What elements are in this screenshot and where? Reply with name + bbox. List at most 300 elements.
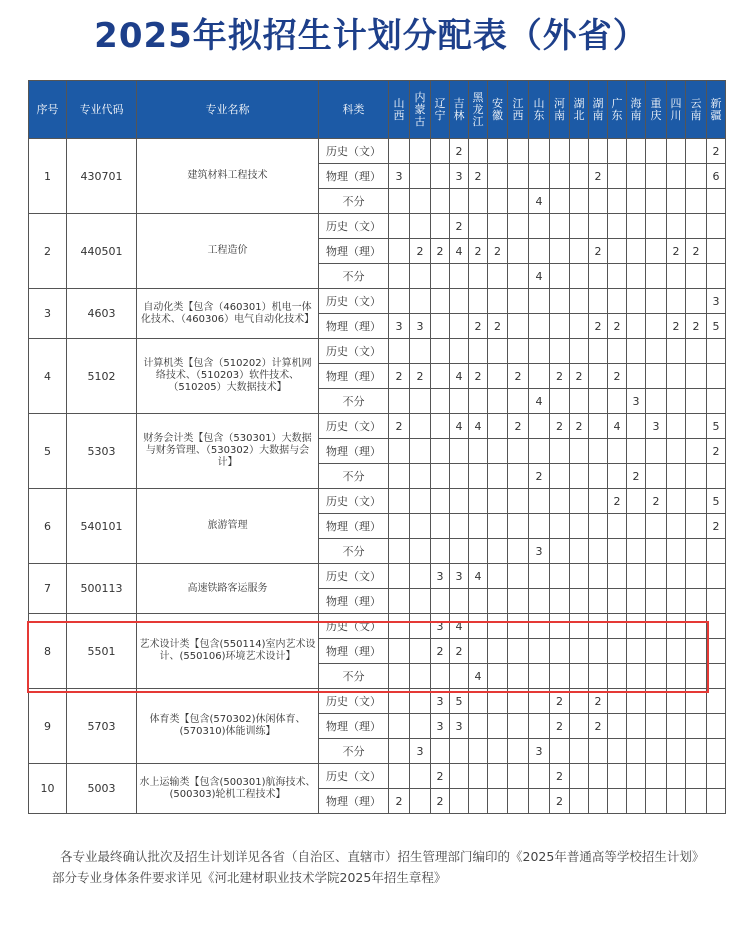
quota-cell	[508, 439, 529, 464]
quota-cell	[686, 664, 707, 689]
quota-cell	[410, 214, 431, 239]
subject-cell: 历史（文）	[319, 489, 389, 514]
quota-cell: 5	[707, 489, 726, 514]
quota-cell	[570, 164, 589, 189]
header-province	[529, 81, 550, 139]
table-row	[29, 614, 726, 639]
quota-cell: 3	[389, 164, 410, 189]
quota-cell	[627, 139, 646, 164]
name-cell: 旅游管理	[137, 489, 319, 564]
quota-cell	[550, 439, 570, 464]
quota-cell	[389, 539, 410, 564]
quota-cell	[488, 539, 508, 564]
table-row	[29, 414, 726, 439]
quota-cell: 4	[469, 564, 488, 589]
quota-cell	[431, 414, 450, 439]
quota-cell	[646, 389, 667, 414]
quota-cell: 2	[707, 139, 726, 164]
quota-cell	[469, 289, 488, 314]
quota-cell	[646, 164, 667, 189]
quota-cell	[707, 639, 726, 664]
quota-cell	[550, 189, 570, 214]
quota-cell	[707, 389, 726, 414]
quota-cell: 3	[431, 689, 450, 714]
quota-cell	[431, 739, 450, 764]
quota-cell	[450, 489, 469, 514]
quota-cell	[707, 614, 726, 639]
header-province	[686, 81, 707, 139]
header-province	[608, 81, 627, 139]
header-province-label: 湖南	[592, 96, 604, 122]
header-province-label: 湖北	[573, 96, 585, 122]
quota-cell	[589, 139, 608, 164]
subject-cell: 不分	[319, 539, 389, 564]
code-cell: 5102	[67, 339, 137, 414]
quota-cell	[667, 689, 686, 714]
subject-cell: 不分	[319, 664, 389, 689]
quota-cell	[667, 139, 686, 164]
quota-cell: 4	[608, 414, 627, 439]
quota-cell: 2	[686, 314, 707, 339]
quota-cell	[508, 464, 529, 489]
quota-cell	[469, 489, 488, 514]
quota-cell	[508, 764, 529, 789]
quota-cell: 2	[667, 239, 686, 264]
quota-cell	[627, 789, 646, 814]
quota-cell	[550, 239, 570, 264]
quota-cell	[667, 564, 686, 589]
quota-cell	[450, 289, 469, 314]
quota-cell: 2	[589, 164, 608, 189]
index-cell: 5	[29, 414, 67, 489]
quota-cell	[469, 689, 488, 714]
header-province	[707, 81, 726, 139]
quota-cell: 2	[469, 164, 488, 189]
quota-cell	[646, 464, 667, 489]
quota-cell: 6	[707, 164, 726, 189]
quota-cell	[570, 464, 589, 489]
subject-cell: 不分	[319, 739, 389, 764]
quota-cell	[389, 764, 410, 789]
quota-cell	[488, 714, 508, 739]
quota-cell	[667, 414, 686, 439]
quota-cell	[488, 264, 508, 289]
quota-cell	[667, 439, 686, 464]
quota-cell	[686, 439, 707, 464]
quota-cell	[488, 364, 508, 389]
quota-cell	[646, 714, 667, 739]
quota-cell	[469, 264, 488, 289]
quota-cell	[589, 764, 608, 789]
quota-cell	[707, 664, 726, 689]
quota-cell	[589, 564, 608, 589]
quota-cell	[431, 439, 450, 464]
quota-cell	[627, 164, 646, 189]
quota-cell: 3	[389, 314, 410, 339]
quota-cell	[608, 789, 627, 814]
quota-cell	[589, 639, 608, 664]
quota-cell	[570, 264, 589, 289]
quota-cell	[686, 464, 707, 489]
quota-cell	[686, 264, 707, 289]
quota-cell	[570, 639, 589, 664]
quota-cell: 4	[469, 414, 488, 439]
quota-cell	[431, 164, 450, 189]
quota-cell	[627, 589, 646, 614]
quota-cell: 2	[469, 239, 488, 264]
quota-cell	[488, 764, 508, 789]
name-cell: 高速铁路客运服务	[137, 564, 319, 614]
quota-cell	[589, 539, 608, 564]
quota-cell: 5	[450, 689, 469, 714]
quota-cell	[389, 714, 410, 739]
quota-cell: 4	[529, 264, 550, 289]
subject-cell: 历史（文）	[319, 339, 389, 364]
quota-cell	[469, 539, 488, 564]
quota-cell	[529, 614, 550, 639]
quota-cell	[450, 514, 469, 539]
quota-cell	[508, 639, 529, 664]
quota-cell	[431, 264, 450, 289]
quota-cell	[410, 339, 431, 364]
index-cell: 9	[29, 689, 67, 764]
index-cell: 10	[29, 764, 67, 814]
quota-cell: 2	[570, 364, 589, 389]
subject-cell: 不分	[319, 464, 389, 489]
quota-cell	[410, 514, 431, 539]
quota-cell	[488, 389, 508, 414]
quota-cell	[589, 189, 608, 214]
quota-cell	[667, 214, 686, 239]
quota-cell	[431, 214, 450, 239]
quota-cell: 3	[410, 314, 431, 339]
quota-cell	[608, 289, 627, 314]
quota-cell	[529, 664, 550, 689]
quota-cell	[550, 739, 570, 764]
table-row	[29, 289, 726, 314]
quota-cell	[508, 264, 529, 289]
quota-cell	[707, 714, 726, 739]
quota-cell	[450, 589, 469, 614]
quota-cell: 2	[627, 464, 646, 489]
quota-cell	[627, 539, 646, 564]
quota-cell: 3	[431, 714, 450, 739]
quota-cell	[469, 339, 488, 364]
subject-cell: 历史（文）	[319, 139, 389, 164]
quota-cell: 4	[450, 364, 469, 389]
quota-cell	[550, 289, 570, 314]
quota-cell: 2	[570, 414, 589, 439]
quota-cell: 2	[450, 639, 469, 664]
quota-cell	[570, 189, 589, 214]
quota-cell	[508, 139, 529, 164]
quota-cell	[389, 239, 410, 264]
quota-cell	[529, 764, 550, 789]
quota-cell	[570, 764, 589, 789]
quota-cell: 2	[529, 464, 550, 489]
quota-cell	[469, 739, 488, 764]
quota-cell	[550, 214, 570, 239]
quota-cell	[488, 414, 508, 439]
quota-cell	[627, 639, 646, 664]
footnote-plan: 各专业最终确认批次及招生计划详见各省（自治区、直辖市）招生管理部门编印的《2025年普通高等学校招生计划》	[60, 849, 705, 864]
name-cell: 自动化类【包含（460301）机电一体化技术、（460306）电气自动化技术】	[137, 289, 319, 339]
quota-cell	[488, 289, 508, 314]
subject-cell: 物理（理）	[319, 789, 389, 814]
quota-cell	[469, 514, 488, 539]
quota-cell	[410, 539, 431, 564]
quota-cell: 3	[529, 739, 550, 764]
quota-cell	[469, 789, 488, 814]
quota-cell: 4	[450, 414, 469, 439]
quota-cell	[450, 739, 469, 764]
quota-cell	[469, 614, 488, 639]
header-province	[646, 81, 667, 139]
table-row	[29, 564, 726, 589]
quota-cell	[508, 664, 529, 689]
quota-cell	[707, 539, 726, 564]
quota-cell	[488, 339, 508, 364]
quota-cell	[570, 139, 589, 164]
quota-cell	[646, 189, 667, 214]
quota-cell: 2	[550, 764, 570, 789]
header-province	[589, 81, 608, 139]
header-province-label: 海南	[630, 96, 642, 122]
subject-cell: 物理（理）	[319, 164, 389, 189]
quota-cell	[707, 464, 726, 489]
quota-cell	[608, 139, 627, 164]
quota-cell	[608, 639, 627, 664]
quota-cell	[488, 139, 508, 164]
quota-cell	[646, 339, 667, 364]
footnotes	[28, 846, 718, 888]
quota-cell	[570, 589, 589, 614]
code-cell: 4603	[67, 289, 137, 339]
quota-cell: 2	[508, 364, 529, 389]
quota-cell	[410, 189, 431, 214]
quota-cell	[550, 539, 570, 564]
quota-cell	[667, 364, 686, 389]
quota-cell	[646, 639, 667, 664]
quota-cell	[686, 739, 707, 764]
table-row	[29, 139, 726, 164]
quota-cell	[646, 689, 667, 714]
quota-cell	[686, 514, 707, 539]
quota-cell	[529, 314, 550, 339]
quota-cell	[529, 489, 550, 514]
quota-cell	[508, 714, 529, 739]
quota-cell	[589, 739, 608, 764]
header-province	[469, 81, 488, 139]
quota-cell	[488, 189, 508, 214]
subject-cell: 物理（理）	[319, 514, 389, 539]
quota-cell	[529, 239, 550, 264]
quota-cell	[667, 789, 686, 814]
quota-cell	[488, 689, 508, 714]
quota-cell	[488, 639, 508, 664]
quota-cell	[707, 264, 726, 289]
subject-cell: 历史（文）	[319, 764, 389, 789]
quota-cell	[570, 714, 589, 739]
quota-cell	[508, 339, 529, 364]
quota-cell	[431, 289, 450, 314]
quota-cell	[627, 614, 646, 639]
quota-cell	[450, 464, 469, 489]
quota-cell	[431, 389, 450, 414]
quota-cell	[410, 714, 431, 739]
quota-cell: 2	[589, 714, 608, 739]
quota-cell	[508, 389, 529, 414]
quota-cell	[686, 139, 707, 164]
quota-cell	[667, 464, 686, 489]
quota-cell	[589, 614, 608, 639]
quota-cell	[667, 514, 686, 539]
quota-cell	[627, 214, 646, 239]
quota-cell	[627, 689, 646, 714]
table-header-row	[29, 81, 726, 139]
quota-cell	[627, 764, 646, 789]
quota-cell	[686, 164, 707, 189]
quota-cell	[570, 614, 589, 639]
quota-cell	[508, 689, 529, 714]
quota-cell	[389, 139, 410, 164]
quota-cell: 3	[529, 539, 550, 564]
quota-cell: 2	[431, 639, 450, 664]
quota-cell	[389, 339, 410, 364]
quota-cell	[707, 214, 726, 239]
quota-cell	[550, 464, 570, 489]
quota-cell	[410, 789, 431, 814]
header-province-label: 山东	[533, 96, 545, 122]
quota-cell: 4	[450, 614, 469, 639]
quota-cell	[550, 139, 570, 164]
quota-cell	[686, 489, 707, 514]
quota-cell	[488, 214, 508, 239]
quota-cell	[410, 689, 431, 714]
quota-cell	[410, 464, 431, 489]
quota-cell	[469, 214, 488, 239]
quota-cell	[389, 739, 410, 764]
quota-cell	[608, 614, 627, 639]
subject-cell: 不分	[319, 189, 389, 214]
quota-cell: 2	[508, 414, 529, 439]
quota-cell	[589, 339, 608, 364]
quota-cell: 2	[469, 314, 488, 339]
quota-cell: 3	[646, 414, 667, 439]
quota-cell	[450, 339, 469, 364]
quota-cell: 2	[589, 689, 608, 714]
quota-cell: 2	[608, 489, 627, 514]
quota-cell	[627, 239, 646, 264]
quota-cell	[410, 614, 431, 639]
header-province-label: 四川	[670, 96, 682, 122]
header-province-label: 广东	[611, 96, 623, 122]
quota-cell	[686, 389, 707, 414]
quota-cell	[389, 614, 410, 639]
quota-cell: 2	[707, 514, 726, 539]
quota-cell	[646, 439, 667, 464]
quota-cell	[608, 564, 627, 589]
header-province-label: 新疆	[710, 96, 722, 122]
quota-cell: 2	[550, 689, 570, 714]
quota-cell	[627, 189, 646, 214]
quota-cell	[686, 364, 707, 389]
header-province-label: 辽宁	[434, 96, 446, 122]
quota-cell: 2	[488, 314, 508, 339]
quota-cell	[529, 689, 550, 714]
header-province-label: 河南	[554, 96, 565, 122]
quota-cell: 3	[450, 564, 469, 589]
quota-cell	[589, 464, 608, 489]
quota-cell	[646, 214, 667, 239]
quota-cell	[450, 314, 469, 339]
quota-cell: 2	[389, 789, 410, 814]
quota-cell	[488, 589, 508, 614]
quota-cell: 4	[529, 389, 550, 414]
quota-cell	[686, 789, 707, 814]
quota-cell	[608, 589, 627, 614]
quota-cell	[488, 664, 508, 689]
quota-cell	[410, 389, 431, 414]
quota-cell	[389, 689, 410, 714]
quota-cell	[550, 264, 570, 289]
quota-cell	[529, 439, 550, 464]
quota-cell	[529, 414, 550, 439]
quota-cell	[667, 389, 686, 414]
quota-cell	[667, 764, 686, 789]
code-cell: 5003	[67, 764, 137, 814]
subject-cell: 不分	[319, 389, 389, 414]
subject-cell: 物理（理）	[319, 589, 389, 614]
quota-cell	[627, 489, 646, 514]
quota-cell	[608, 339, 627, 364]
quota-cell	[469, 639, 488, 664]
quota-cell	[667, 539, 686, 564]
quota-cell	[646, 789, 667, 814]
header-province-label: 内蒙古	[414, 90, 426, 128]
quota-cell: 2	[450, 214, 469, 239]
quota-cell	[469, 589, 488, 614]
quota-cell	[469, 189, 488, 214]
quota-cell: 2	[431, 239, 450, 264]
code-cell: 500113	[67, 564, 137, 614]
quota-cell	[646, 564, 667, 589]
quota-cell	[431, 314, 450, 339]
header-name: 专业名称	[137, 81, 319, 139]
quota-cell	[570, 664, 589, 689]
quota-cell: 3	[450, 714, 469, 739]
quota-cell	[410, 489, 431, 514]
quota-cell	[627, 564, 646, 589]
quota-cell	[686, 189, 707, 214]
quota-cell	[589, 789, 608, 814]
quota-cell	[686, 714, 707, 739]
subject-cell: 物理（理）	[319, 439, 389, 464]
quota-cell	[589, 289, 608, 314]
quota-cell	[529, 214, 550, 239]
quota-cell: 3	[707, 289, 726, 314]
quota-cell	[608, 689, 627, 714]
index-cell: 3	[29, 289, 67, 339]
quota-cell	[550, 389, 570, 414]
header-index: 序号	[29, 81, 67, 139]
quota-cell	[469, 464, 488, 489]
quota-cell	[608, 539, 627, 564]
quota-cell	[589, 389, 608, 414]
quota-cell	[529, 139, 550, 164]
quota-cell: 2	[488, 239, 508, 264]
quota-cell	[589, 264, 608, 289]
